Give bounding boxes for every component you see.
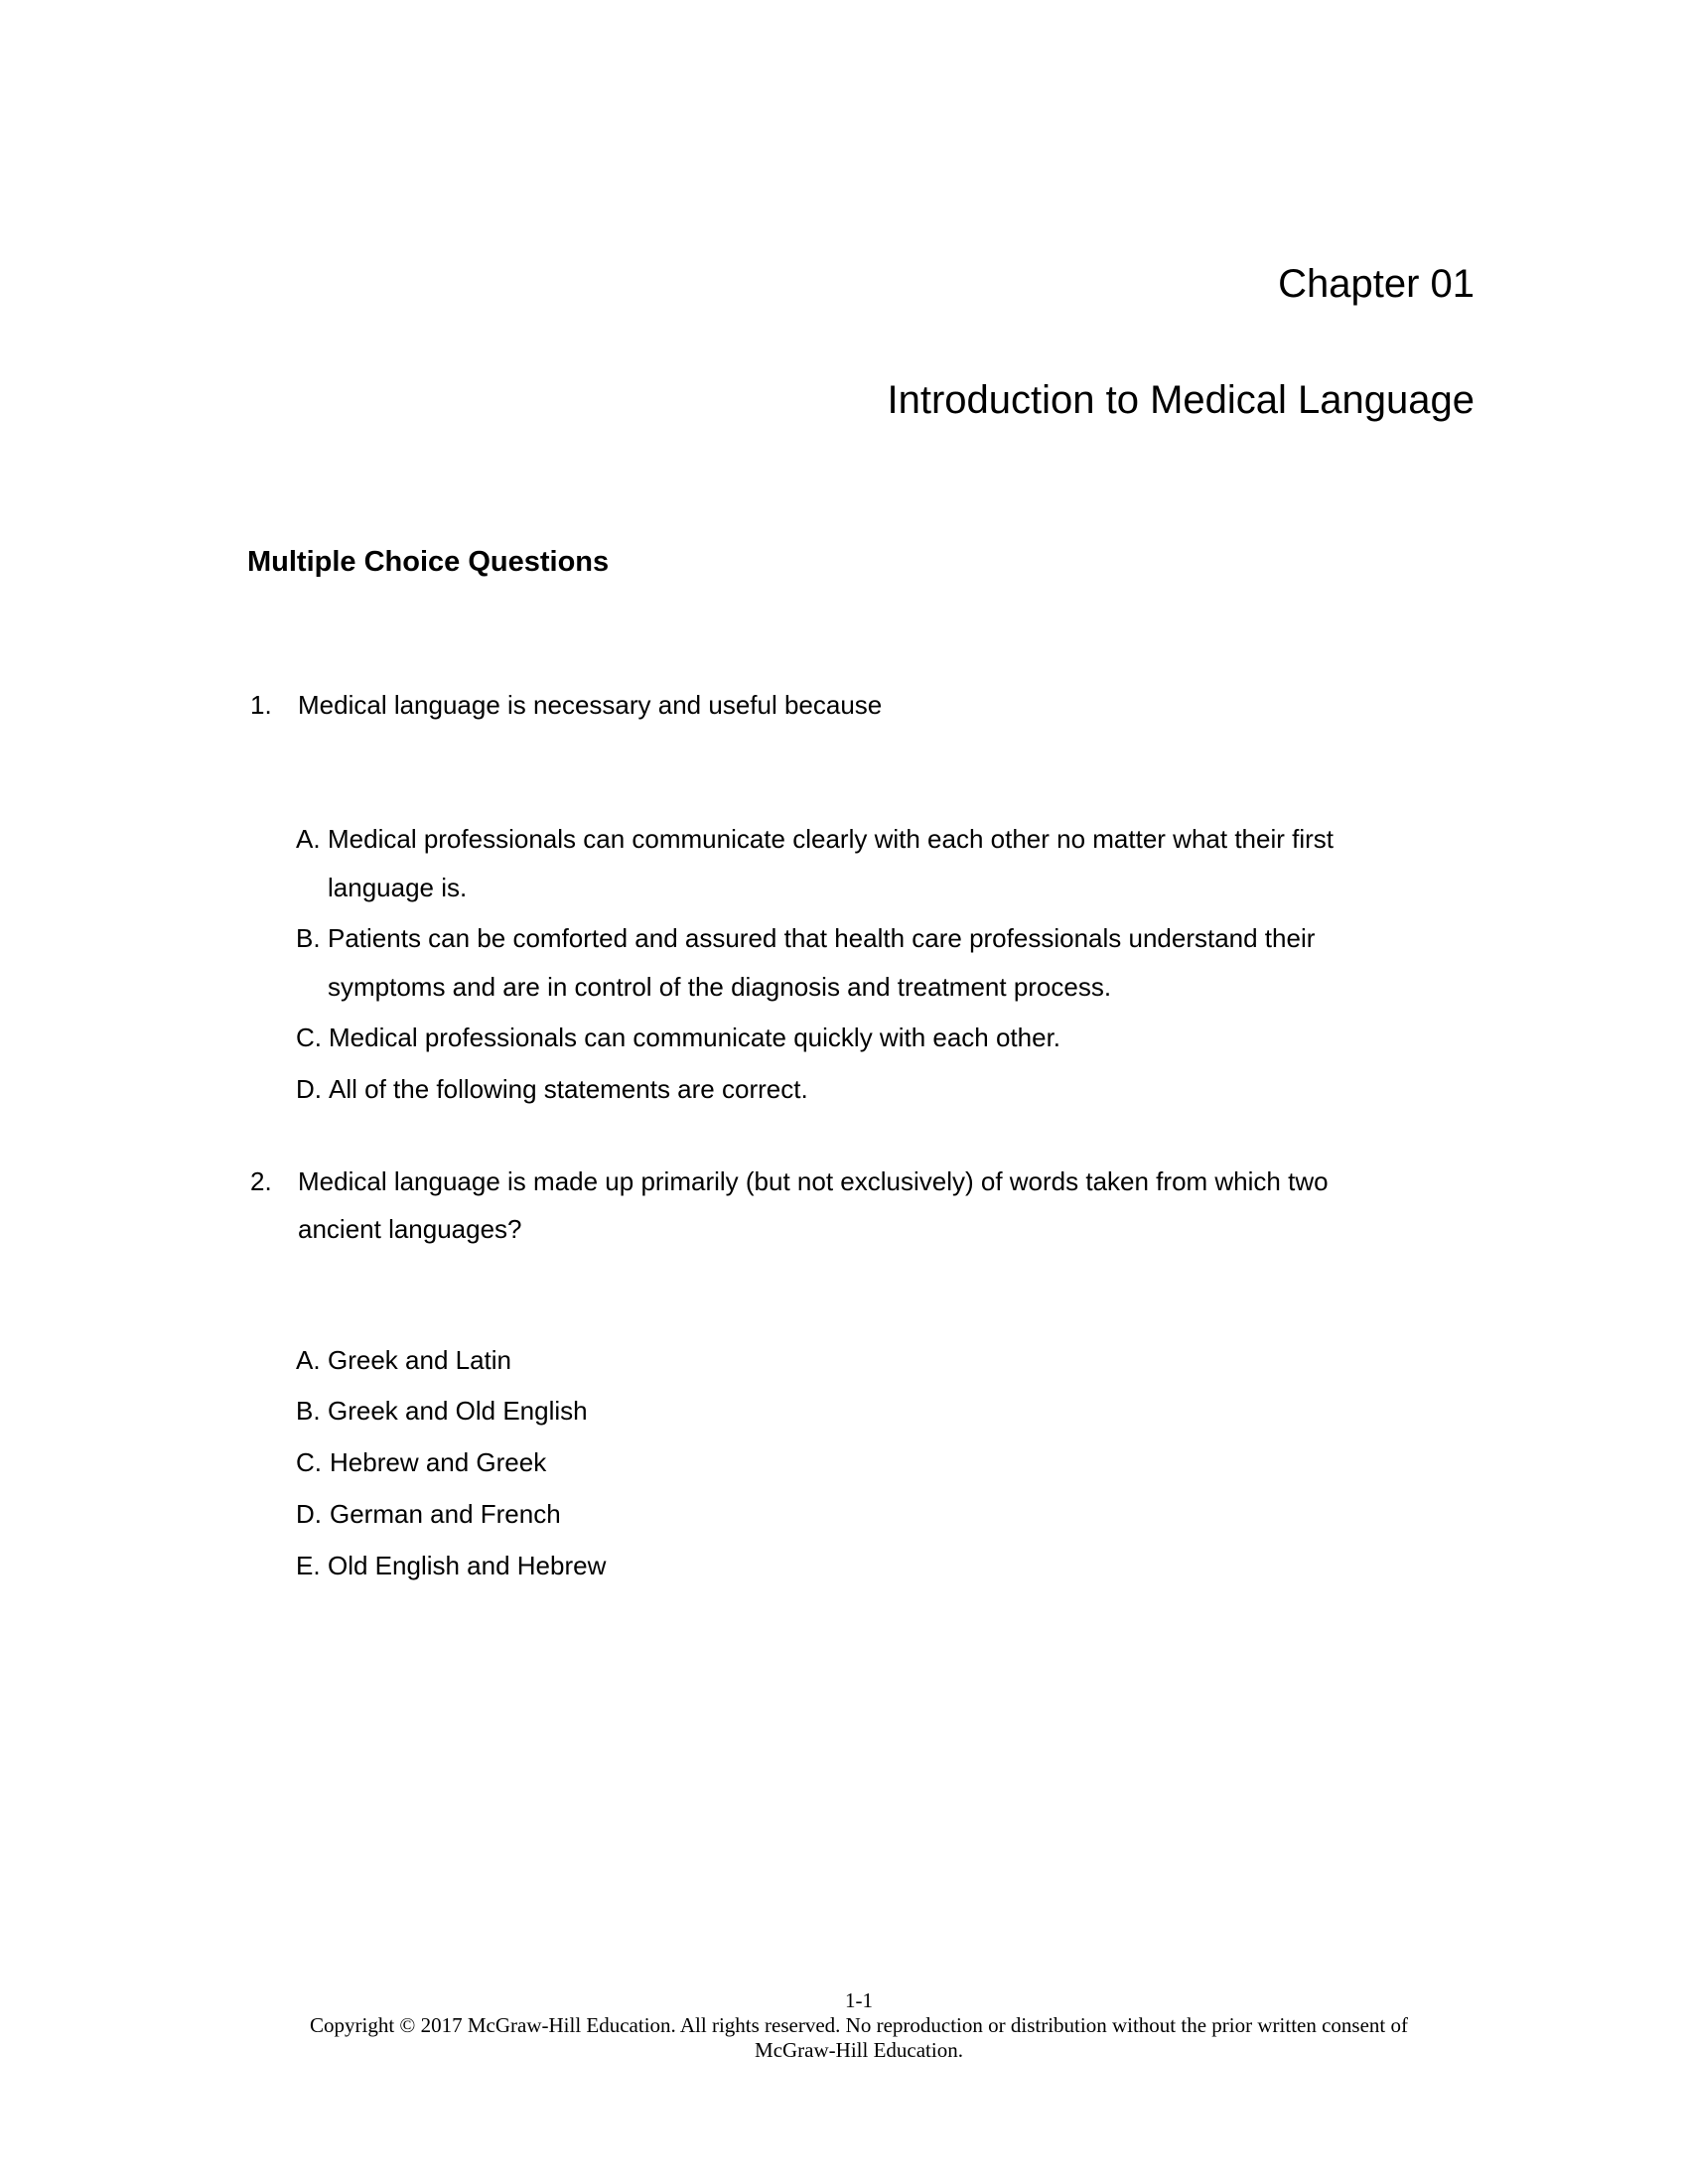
option-text: German and French (330, 1499, 561, 1529)
option-text-continued: symptoms and are in control of the diagnosis and treatment process. (328, 972, 1112, 1002)
option-text: Greek and Old English (328, 1396, 588, 1426)
section-heading: Multiple Choice Questions (247, 546, 610, 578)
option-letter: B. (296, 923, 321, 953)
option-text: Medical professionals can communicate clearly with each other no matter what their first (328, 824, 1334, 854)
option-letter: E. (296, 1551, 321, 1580)
option-text: All of the following statements are correct. (329, 1074, 808, 1104)
option-text: Greek and Latin (328, 1345, 512, 1375)
question-text: Medical language is made up primarily (but not exclusively) of words taken from which two (298, 1166, 1329, 1196)
option-text-continued: language is. (328, 873, 468, 902)
copyright-notice-continued: McGraw-Hill Education. (755, 2038, 963, 2062)
copyright-notice: Copyright © 2017 McGraw-Hill Education. All rights reserved. No reproduction or distribution without the prior written consent of (309, 2013, 1408, 2037)
option-text: Patients can be comforted and assured that health care professionals understand their (328, 923, 1316, 953)
option-letter: C. (296, 1447, 322, 1477)
option-letter: A. (296, 1345, 321, 1375)
option-letter: A. (296, 824, 321, 854)
option-text: Old English and Hebrew (328, 1551, 607, 1580)
option-letter: D. (296, 1074, 322, 1104)
page-number: 1-1 (845, 1988, 873, 2012)
option-text: Medical professionals can communicate quickly with each other. (329, 1023, 1061, 1052)
chapter-number: Chapter 01 (1278, 262, 1475, 306)
option-letter: B. (296, 1396, 321, 1426)
question-text: Medical language is necessary and useful because (298, 690, 883, 720)
option-text: Hebrew and Greek (330, 1447, 547, 1477)
question-number: 1. (250, 690, 272, 720)
option-letter: C. (296, 1023, 322, 1052)
question-text-continued: ancient languages? (298, 1214, 522, 1244)
option-letter: D. (296, 1499, 322, 1529)
chapter-title: Introduction to Medical Language (887, 378, 1475, 422)
question-number: 2. (250, 1166, 272, 1196)
